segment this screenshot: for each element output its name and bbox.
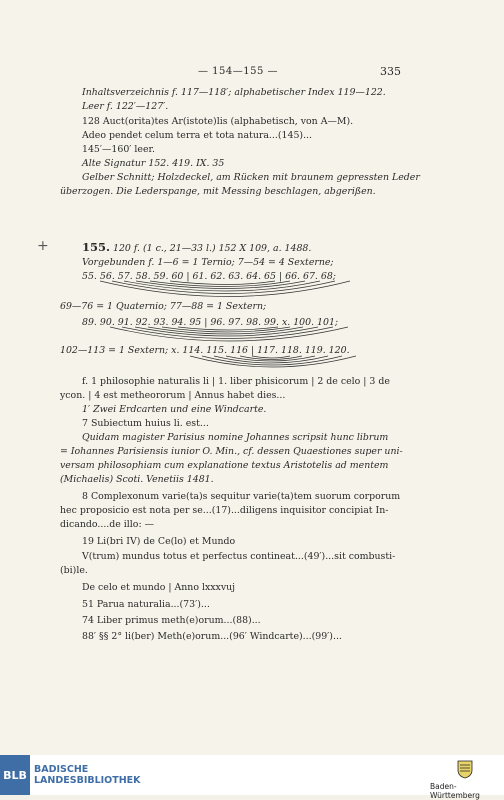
text-line: 1′ Zwei Erdcarten und eine Windcarte. <box>82 404 267 415</box>
text-line: 51 Parua naturalia...(73′)... <box>82 599 210 610</box>
text-line: 7 Subiectum huius li. est... <box>82 418 209 429</box>
text-line: f. 1 philosophie naturalis li | 1. liber phisicorum | 2 de celo | 3 de <box>82 376 390 387</box>
quire-arc <box>170 281 275 285</box>
text-line: 88′ §§ 2° li(ber) Meth(e)orum...(96′ Windcarte)...(99′)... <box>82 631 342 642</box>
margin-plus-mark: + <box>37 238 49 254</box>
state-crest-icon <box>456 759 474 779</box>
text-line: Vorgebunden f. 1—6 = 1 Ternio; 7—54 = 4 Sexterne; <box>82 257 334 268</box>
blb-logo: BLB <box>0 755 30 795</box>
text-line: 8 Complexonum varie(ta)s sequitur varie(ta)tem suorum corporum <box>82 491 401 502</box>
header-range: — 154—155 — <box>198 66 279 77</box>
text-line: Gelber Schnitt; Holzdeckel, am Rücken mit braunem gepressten Leder <box>82 172 420 183</box>
text-line: = Iohannes Parisiensis iunior O. Min., cf. dessen Quaestiones super uni- <box>60 446 403 457</box>
text-line: De celo et mundo | Anno lxxxvuj <box>82 582 236 593</box>
text-line: Adeo pendet celum terra et tota natura...(145)... <box>82 130 313 141</box>
text-line: 102—113 = 1 Sextern; x. 114. 115. 116 | 117. 118. 119. 120. <box>60 345 350 356</box>
text-line: (Michaelis) Scoti. Venetiis 1481. <box>60 474 214 485</box>
text-line: dicando....de illo: — <box>60 519 154 530</box>
text-line: 19 Li(bri IV) de Ce(lo) et Mundo <box>82 536 236 547</box>
quire-arc <box>122 327 333 339</box>
text-line: 55. 56. 57. 58. 59. 60 | 61. 62. 63. 64. 65 | 66. 67. 68; <box>82 271 336 282</box>
text-line: überzogen. Die Lederspange, mit Messing beschlagen, abgerißen. <box>60 186 376 197</box>
quire-arc <box>112 281 335 294</box>
text-line: 89. 90. 91. 92. 93. 94. 95 | 96. 97. 98. 99. x. 100. 101; <box>82 317 339 328</box>
text-line: V(trum) mundus totus et perfectus contineat...(49′)...sit combusti- <box>82 551 396 562</box>
text-line: 128 Auct(orita)tes Ar(istote)lis (alphabetisch, von A—M). <box>82 116 354 127</box>
text-line: versam philosophiam cum explanatione textus Aristotelis ad mentem <box>60 460 389 471</box>
text-line: (bi)le. <box>60 565 88 576</box>
text-line: Leer f. 122′—127′. <box>82 101 169 112</box>
text-line: 145′—160′ leer. <box>82 144 155 155</box>
page-number: 335 <box>380 65 401 78</box>
region-label: Baden-Württemberg <box>430 782 480 800</box>
text-line: Quidam magister Parisius nomine Johannes scripsit hunc librum <box>82 432 389 443</box>
text-line: 69—76 = 1 Quaternio; 77—88 = 1 Sextern; <box>60 301 267 312</box>
quire-arc <box>226 356 315 361</box>
library-name <box>34 764 141 786</box>
text-line: 74 Liber primus meth(e)orum...(88)... <box>82 615 261 626</box>
quire-arc <box>178 327 278 330</box>
text-line: Inhaltsverzeichnis f. 117—118′; alphabetischer Index 119—122. <box>82 87 386 98</box>
text-line: ycon. | 4 est metheororum | Annus habet dies... <box>60 390 286 401</box>
text-line: Alte Signatur 152. 419. IX. 35 <box>82 158 225 169</box>
text-line: hec proposicio est nota per se...(17)...diligens inquisitor concipiat In- <box>60 505 389 516</box>
entry-number: 155. <box>82 240 111 254</box>
entry-description: 120 f. (1 c., 21—33 l.) 152 X 109, a. 1488. <box>113 243 312 254</box>
library-name-line1: BADISCHE <box>34 764 89 775</box>
quire-arc <box>252 356 290 358</box>
library-name-line2: LANDESBIBLIOTHEK <box>34 775 141 786</box>
